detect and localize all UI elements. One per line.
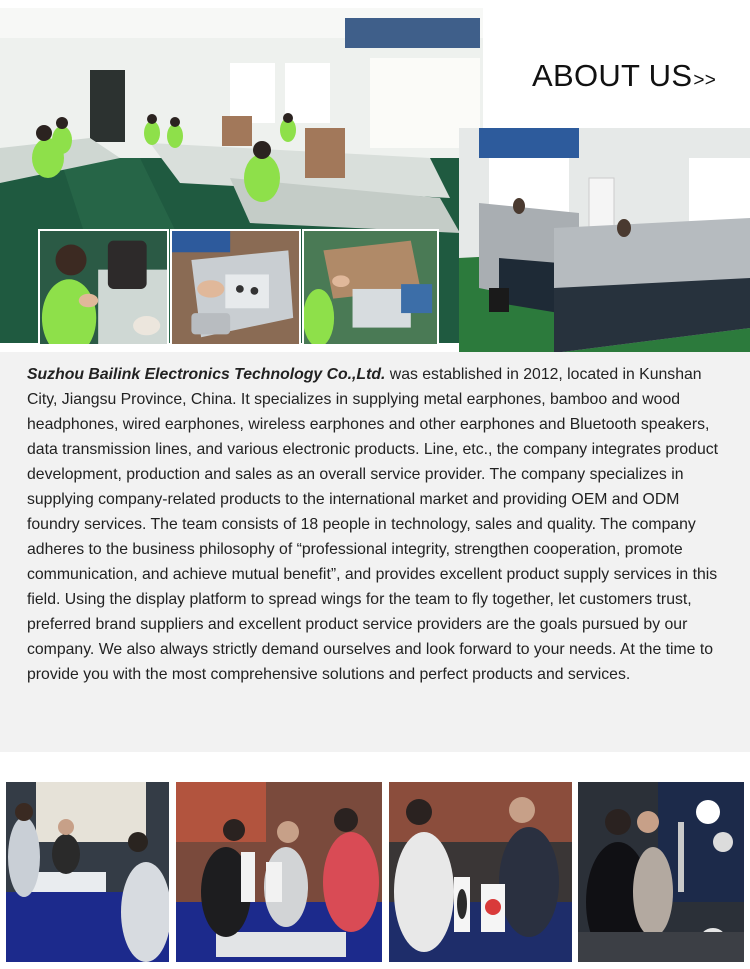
assembly-photo	[302, 229, 439, 346]
intro-panel	[0, 352, 750, 752]
company-intro-paragraph	[27, 362, 727, 687]
exhibition-photo-3	[389, 782, 572, 962]
exhibition-photo-1	[6, 782, 169, 962]
testing-photo	[170, 229, 301, 346]
soldering-photo	[38, 229, 169, 346]
about-us-arrows: >>	[693, 70, 717, 91]
company-description: was established in 2012, located in Kunshan City, Jiangsu Province, China. It specializes in supplying metal earphones, bamboo and wood headphones, wired earphones, wireless earphones and other earphones and Bluetooth speakers, data transmission lines, and various electronic products. Line, etc., the company integrates product development, production and sales as an overall service provider. The company specializes in supplying company-related products to the international market and providing OEM and ODM foundry services. The team consists of 18 people in technology, sales and quality. The company adheres to the business philosophy of “professional integrity, strengthen cooperation, promote communication, and achieve mutual benefit”, and provides excellent product supply services in this field. Using the display platform to spread wings for the team to fly together, let customers trust, preferred brand suppliers and excellent product service providers are the goals pursued by our company. We also always strictly demand ourselves and look forward to your needs. At the time to provide you with the most comprehensive solutions and perfect products and services.	[27, 366, 719, 683]
about-us-title-text: ABOUT US	[532, 58, 693, 93]
exhibition-photo-4	[578, 782, 744, 962]
about-us-heading	[532, 58, 716, 94]
company-name: Suzhou Bailink Electronics Technology Co.,Ltd.	[27, 366, 386, 383]
exhibition-photo-2	[176, 782, 382, 962]
office-photo	[459, 128, 750, 353]
